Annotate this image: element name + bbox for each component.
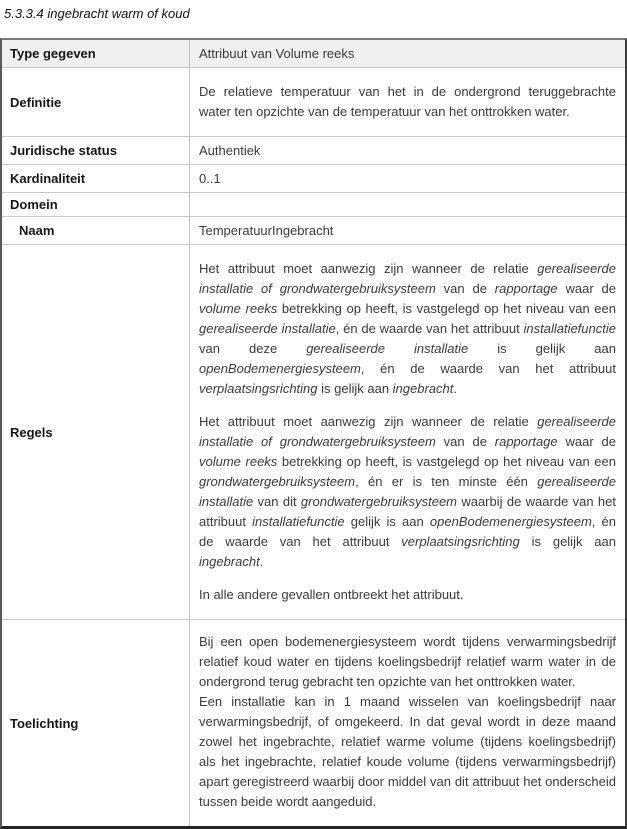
row-value [190,217,625,244]
text-run: van de [435,281,495,296]
term-italic: rapportage [494,281,558,296]
term-italic: openBodemenergiesysteem [199,361,361,376]
row-value [190,620,625,826]
table-row [2,67,625,136]
term-italic: grondwatergebruiksysteem [199,474,356,489]
text-run: . [259,554,264,569]
row-label: Regels [2,245,190,619]
text-run: Het attribuut moet aanwezig zijn wanneer de relatie [199,414,538,429]
text-run: is gelijk aan [317,381,393,396]
text-run: is gelijk aan [519,534,616,549]
term-italic: verplaatsingsrichting [199,381,318,396]
table-row [2,244,625,619]
text-run: waar de [557,434,616,449]
table-row [2,216,625,244]
term-italic: volume reeks [199,301,278,316]
text-run: TemperatuurIngebracht [199,223,334,238]
table-row [2,40,625,67]
text-run: 0..1 [199,171,221,186]
text-run: Een installatie kan in 1 maand wisselen van koelingsbedrijf naar verwarmingsbedrijf, of omgekeerd. In dat geval wordt in deze maand zowel het ingebrachte, relatief warme volume (tijdens koelingsbedrijf) als het ingebrachte, relatief koude volume (tijdens verwarmingsbedrijf) apart geregistreerd waarbij door middel van dit attribuut het onderscheid tussen beide wordt aangeduid. [199,694,616,809]
term-italic: ingebracht [392,381,454,396]
text-run: gelijk is aan [344,514,430,529]
text-run: Authentiek [199,143,261,158]
text-run: , én de waarde van het attribuut [335,321,524,336]
row-value [190,40,625,67]
paragraph [199,221,616,240]
text-run: van dit [253,494,301,509]
term-italic: gerealiseerde installatie [199,474,616,509]
section-heading: 5.3.3.4 ingebracht warm of koud [4,6,190,21]
row-label: Kardinaliteit [2,165,190,192]
term-italic: gerealiseerde installatie [199,321,336,336]
term-italic: installatiefunctie [252,514,345,529]
row-value [190,68,625,136]
text-run: De relatieve temperatuur van het in de ondergrond teruggebrachte water ten opzichte van de temperatuur van het onttrokken water. [199,84,616,119]
term-italic: gerealiseerde installatie of grondwatergebruiksysteem [199,414,616,449]
term-italic: ingebracht [199,554,260,569]
text-run: , én er is ten minste één [355,474,538,489]
term-italic: gerealiseerde installatie of grondwatergebruiksysteem [199,261,616,296]
row-label: Definitie [2,68,190,136]
text-run: Attribuut van Volume reeks [199,46,355,61]
text-run: waar de [557,281,616,296]
row-label: Naam [2,217,190,244]
row-label: Domein [2,193,190,216]
term-italic: openBodemenergiesysteem [429,514,592,529]
table-row [2,192,625,216]
paragraph [199,82,616,122]
attribute-spec-table [0,38,627,829]
text-run: betrekking op heeft, is vastgelegd op het niveau van een [277,454,616,469]
text-run: . [453,381,458,396]
row-label: Toelichting [2,620,190,826]
text-run: , én de waarde van het attribuut [360,361,616,376]
term-italic: grondwatergebruiksysteem [300,494,457,509]
table-row [2,164,625,192]
row-label: Juridische status [2,137,190,164]
term-italic: volume reeks [199,454,278,469]
row-value [190,193,625,216]
paragraph [199,44,616,63]
paragraph [199,259,616,399]
table-row [2,619,625,826]
paragraph [199,169,616,188]
text-run: waarbij de waarde van het attribuut [199,494,617,529]
text-run: Bij een open bodemenergiesysteem wordt tijdens verwarmingsbedrijf relatief koud water en tijdens koelingsbedrijf relatief warm water in de ondergrond terug gebracht ten opzichte van het onttrokken water. [199,634,616,689]
paragraph [199,692,616,812]
text-run: , én de waarde van het attribuut [199,514,616,549]
text-run: betrekking op heeft, is vastgelegd op het niveau van een [277,301,616,316]
text-run: is gelijk aan [468,341,616,356]
term-italic: gerealiseerde installatie [306,341,469,356]
text-run: In alle andere gevallen ontbreekt het attribuut. [199,587,464,602]
term-italic: verplaatsingsrichting [401,534,520,549]
row-value [190,165,625,192]
paragraph [199,412,616,572]
text-run: van de [435,434,495,449]
text-run: van deze [199,341,307,356]
row-label: Type gegeven [2,40,190,67]
term-italic: installatiefunctie [523,321,616,336]
paragraph [199,632,616,692]
paragraph [199,585,616,605]
text-run: Het attribuut moet aanwezig zijn wanneer de relatie [199,261,538,276]
table-row [2,136,625,164]
term-italic: rapportage [494,434,558,449]
row-value [190,245,625,619]
paragraph [199,141,616,160]
row-value [190,137,625,164]
